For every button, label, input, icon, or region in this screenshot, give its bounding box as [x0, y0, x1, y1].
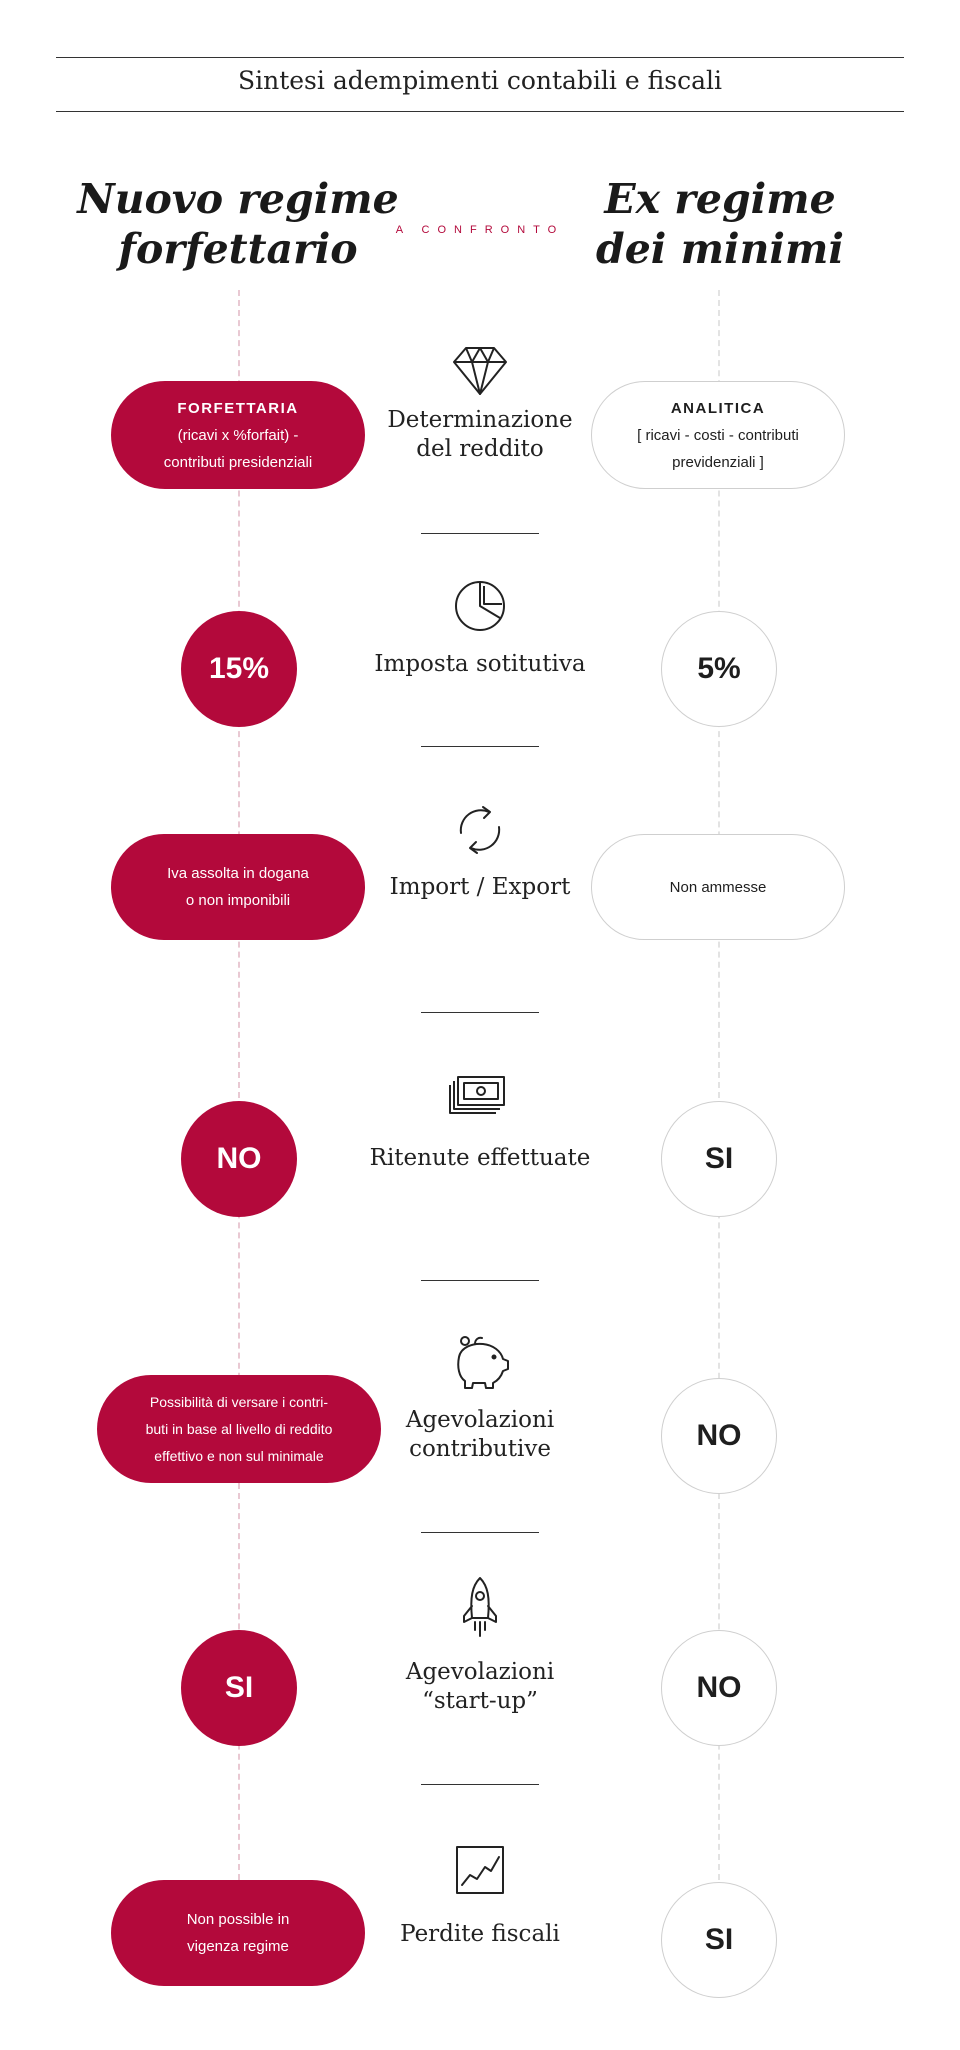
row-label-line: “start-up” — [422, 1688, 538, 1714]
left-value-reddito — [111, 381, 365, 489]
refresh-icon — [453, 803, 507, 857]
row-label-ritenute — [360, 1144, 600, 1173]
header-top-rule — [56, 57, 904, 58]
left-column-title — [68, 174, 408, 274]
row-label-line: Agevolazioni — [405, 1407, 555, 1433]
row-label-line: Import / Export — [389, 874, 571, 900]
right-column-title — [550, 174, 890, 274]
row-label-imposta — [360, 650, 600, 679]
right-value-contributive: NO — [661, 1378, 777, 1494]
right-value-line: Non ammesse — [669, 878, 767, 896]
row-divider — [421, 1280, 539, 1281]
row-label-import — [360, 873, 600, 902]
right-value-line: previdenziali ] — [672, 453, 764, 471]
right-value-import — [591, 834, 845, 940]
rocket-icon — [459, 1576, 501, 1638]
left-value-line: vigenza regime — [187, 1938, 289, 1955]
right-value-perdite: SI — [661, 1882, 777, 1998]
row-label-line: del reddito — [416, 436, 544, 462]
piggy-bank-icon — [449, 1335, 511, 1391]
row-divider — [421, 1784, 539, 1785]
row-divider — [421, 1532, 539, 1533]
row-divider — [421, 533, 539, 534]
row-label-line: Imposta sotitutiva — [374, 651, 586, 677]
right-value-ritenute: SI — [661, 1101, 777, 1217]
row-label-line: Perdite fiscali — [400, 1921, 560, 1947]
left-value-startup: SI — [181, 1630, 297, 1746]
left-value-ritenute: NO — [181, 1101, 297, 1217]
right-title-line-2: dei minimi — [596, 225, 844, 273]
left-value-line: contributi presidenziali — [163, 453, 313, 471]
left-value-line: effettivo e non sul minimale — [154, 1447, 324, 1464]
right-value-heading: ANALITICA — [670, 399, 766, 417]
right-title-line-1: Ex regime — [604, 175, 836, 223]
left-title-line-1: Nuovo regime — [77, 175, 399, 223]
left-value-line: Iva assolta in dogana — [167, 865, 309, 882]
row-label-line: contributive — [409, 1436, 551, 1462]
row-label-reddito — [360, 406, 600, 464]
page-title: Sintesi adempimenti contabili e fiscali — [237, 66, 723, 95]
row-label-startup — [360, 1658, 600, 1716]
row-divider — [421, 1012, 539, 1013]
pie-chart-icon — [454, 580, 506, 632]
left-value-heading: FORFETTARIA — [177, 399, 299, 417]
right-value-imposta: 5% — [661, 611, 777, 727]
banknotes-icon — [448, 1075, 508, 1117]
row-label-line: Ritenute effettuate — [369, 1145, 591, 1171]
compare-label: A CONFRONTO — [395, 224, 565, 236]
left-value-import — [111, 834, 365, 940]
row-label-line: Determinazione — [387, 407, 573, 433]
right-value-line: [ ricavi - costi - contributi — [637, 426, 799, 444]
left-value-line: Non possible in — [186, 1911, 290, 1928]
row-label-perdite — [360, 1920, 600, 1949]
header-bottom-rule — [56, 111, 904, 112]
left-value-line: buti in base al livello di reddito — [145, 1420, 333, 1437]
row-label-line: Agevolazioni — [405, 1659, 555, 1685]
right-value-reddito — [591, 381, 845, 489]
left-value-line: Possibilità di versare i contri- — [149, 1393, 329, 1410]
row-divider — [421, 746, 539, 747]
row-label-contributive — [360, 1406, 600, 1464]
left-value-contributive — [97, 1375, 381, 1483]
left-value-perdite — [111, 1880, 365, 1986]
diamond-icon — [452, 346, 508, 396]
left-value-imposta: 15% — [181, 611, 297, 727]
left-value-line: (ricavi x %forfait) - — [177, 426, 299, 444]
line-chart-icon — [455, 1845, 505, 1895]
left-title-line-2: forfettario — [118, 225, 358, 273]
left-value-line: o non imponibili — [185, 892, 291, 909]
right-value-startup: NO — [661, 1630, 777, 1746]
